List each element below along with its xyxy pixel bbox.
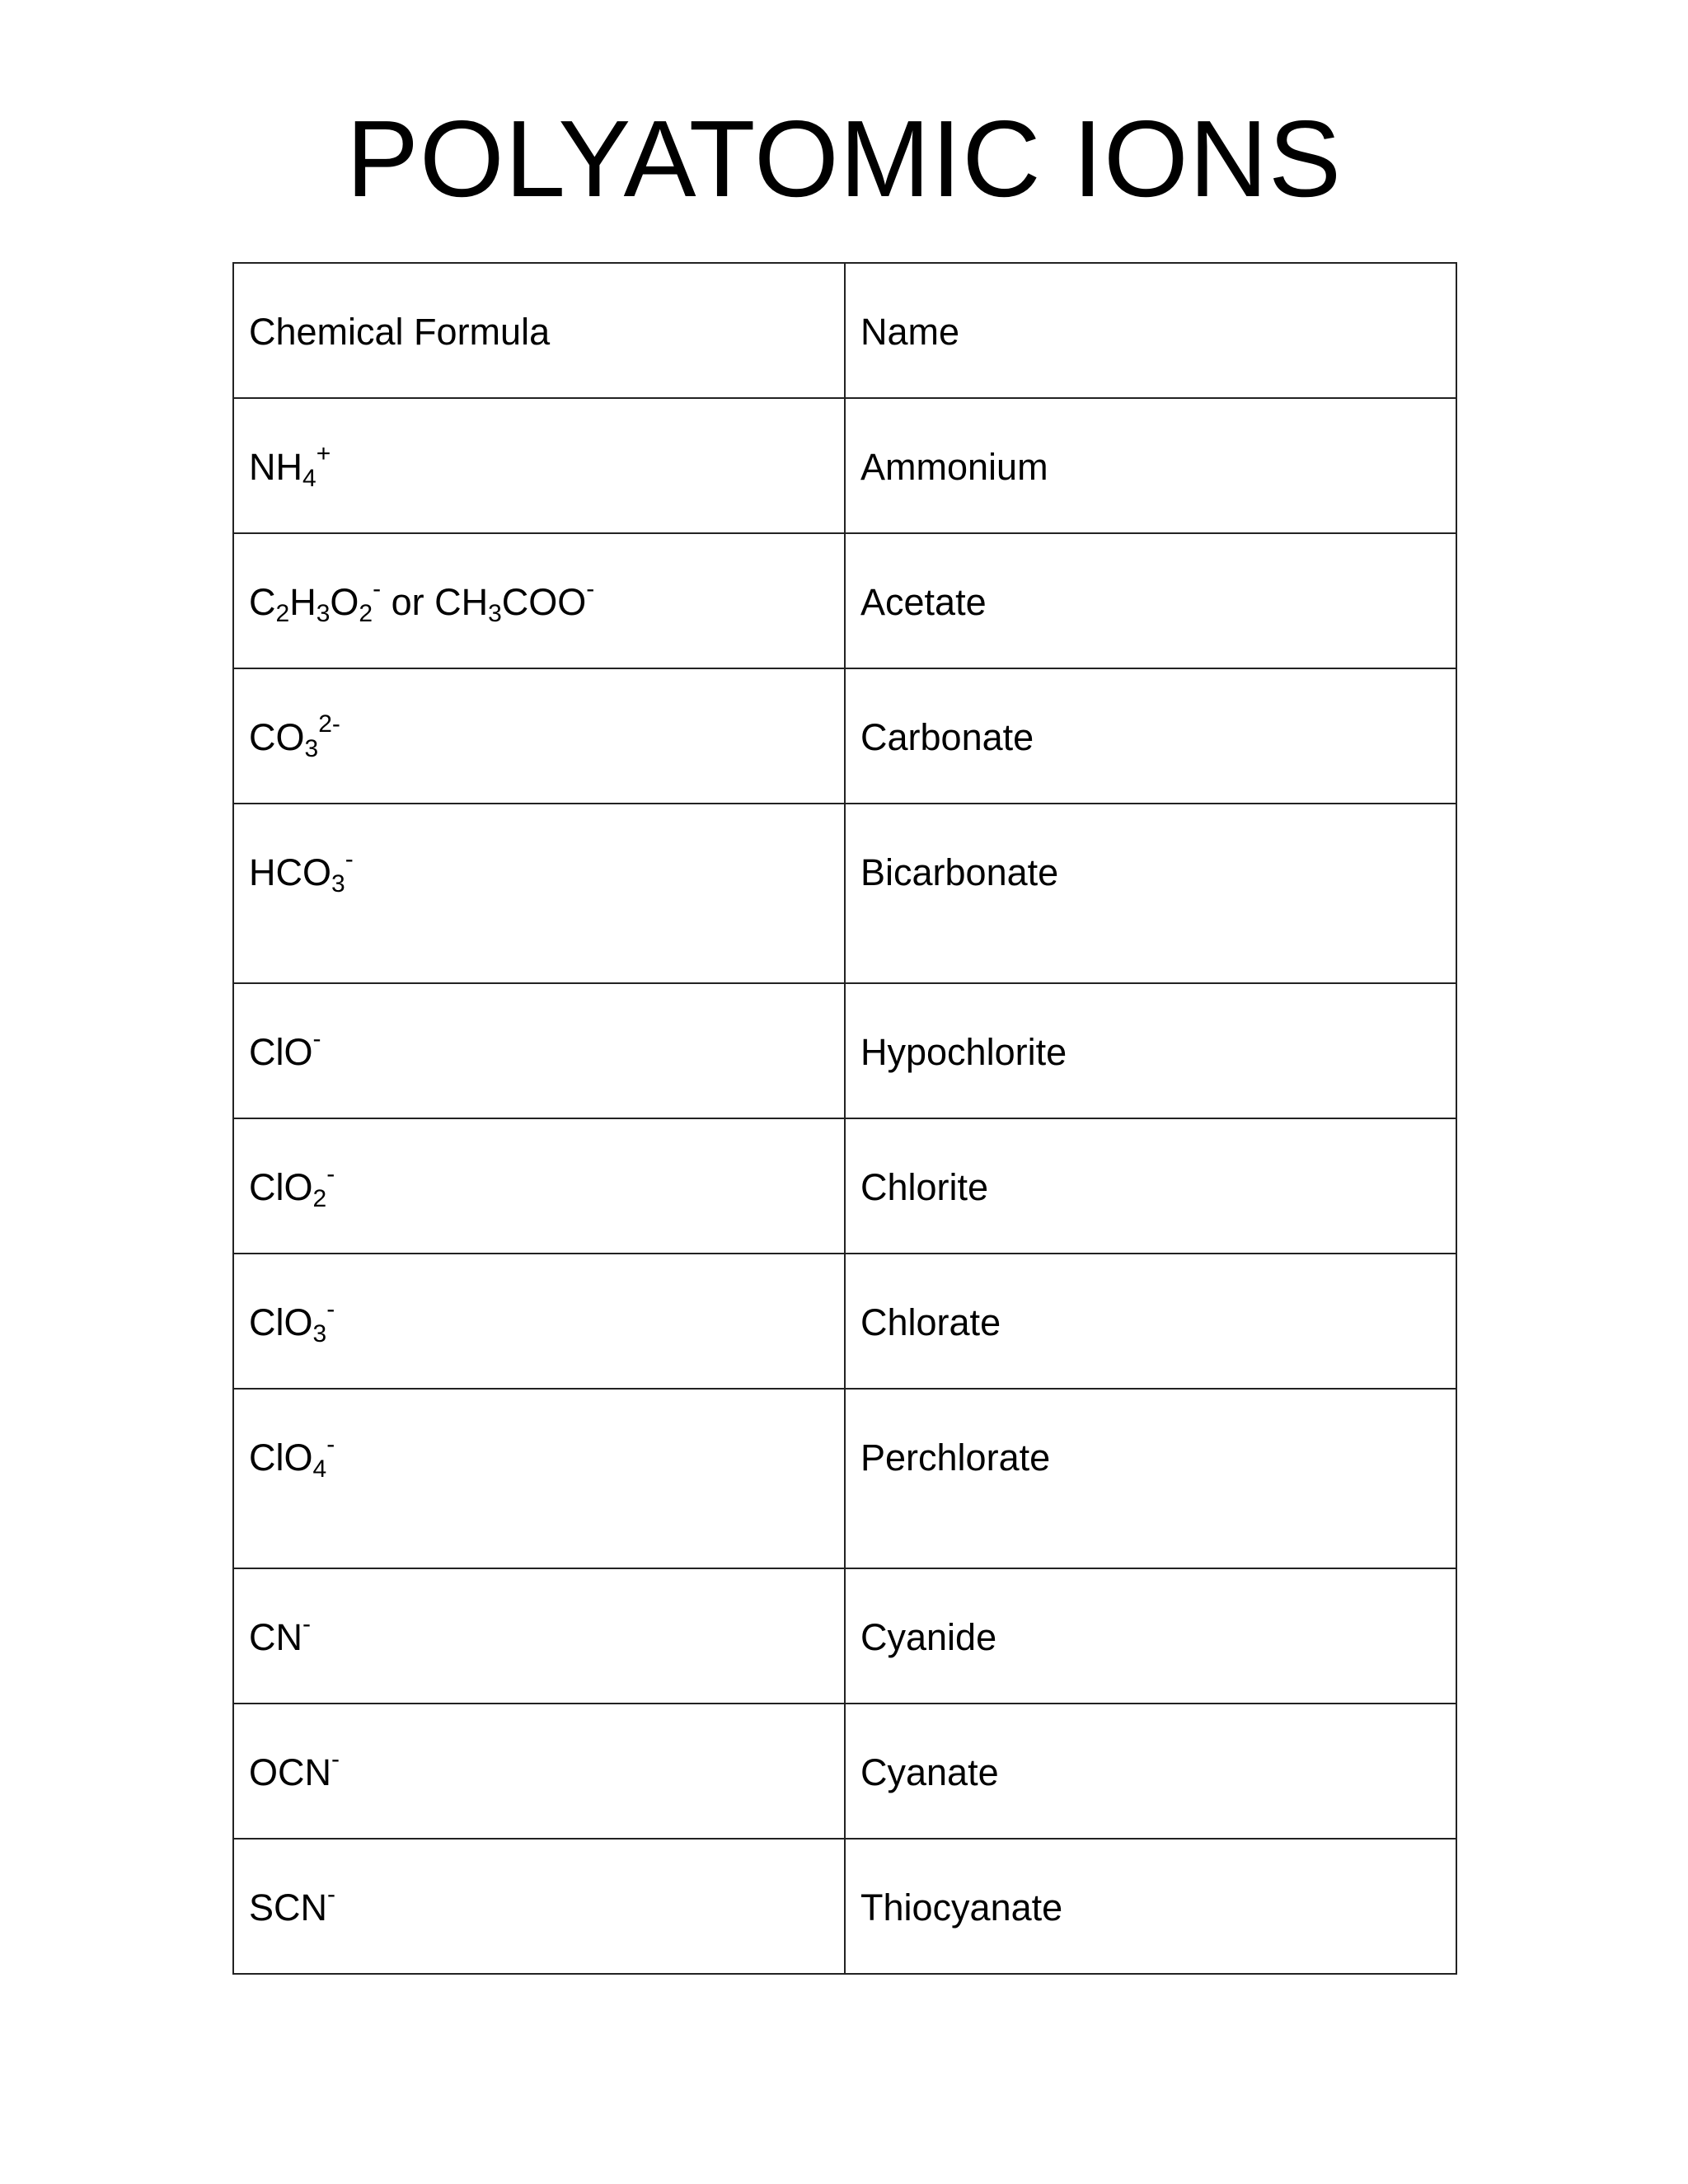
ions-table-body [233,263,1456,1974]
formula-cell: $CO_3^{2-}$ [233,668,845,804]
formula-charge: - [345,846,354,873]
formula-cell: ClO$_3$- [233,1254,845,1389]
formula-charge: - [373,575,382,602]
formula-subscript: 2 [275,600,290,627]
formula-cell: $NH_4^+$ [233,398,845,533]
formula-charge: - [331,1746,340,1773]
name-cell: Chlorate [845,1254,1456,1389]
formula-subscript: 3 [331,870,345,898]
name-cell: Cyanate [845,1704,1456,1839]
formula-subscript: 3 [304,735,319,762]
formula-subscript: 3 [488,600,502,627]
formula-cell: ClO$_2$- [233,1118,845,1254]
table-header-row [233,263,1456,398]
formula-cell: $C_2H_3O_2^-$ or $CH_3COO^-$ [233,533,845,668]
table-row [233,533,1456,668]
formula-cell: ClO- [233,983,845,1118]
formula-subscript: 3 [316,600,331,627]
formula-charge: - [302,1610,311,1638]
name-cell: Perchlorate [845,1389,1456,1568]
table-row [233,1568,1456,1704]
name-cell: Chlorite [845,1118,1456,1254]
table-row [233,668,1456,804]
formula-charge: 2- [318,710,340,738]
formula-cell: SCN- [233,1839,845,1974]
formula-subscript: 3 [312,1320,327,1347]
name-cell: Carbonate [845,668,1456,804]
ions-table [232,262,1457,1975]
formula-cell: $HCO_3^-$ [233,804,845,983]
table-row [233,1839,1456,1974]
name-cell: Hypochlorite [845,983,1456,1118]
formula-cell: ClO$_4$- [233,1389,845,1568]
formula-cell: OCN- [233,1704,845,1839]
formula-charge: + [316,440,331,467]
formula-cell: CN- [233,1568,845,1704]
table-row [233,804,1456,983]
name-cell: Ammonium [845,398,1456,533]
formula-charge: - [326,1431,335,1458]
formula-charge: - [326,1160,335,1188]
formula-subscript: 2 [312,1185,327,1212]
name-cell: Acetate [845,533,1456,668]
table-row [233,983,1456,1118]
page-title: POLYATOMIC IONS [345,98,1343,219]
formula-subscript: 4 [302,465,316,492]
formula-charge: - [326,1296,335,1323]
formula-subscript: 2 [359,600,373,627]
table-row [233,398,1456,533]
formula-subscript: 4 [312,1455,327,1483]
table-row [233,1118,1456,1254]
table-row [233,1389,1456,1568]
formula-charge: - [327,1881,336,1908]
header-name: Name [845,263,1456,398]
header-formula: Chemical Formula [233,263,845,398]
name-cell: Thiocyanate [845,1839,1456,1974]
name-cell: Bicarbonate [845,804,1456,983]
table-row [233,1704,1456,1839]
formula-charge: - [312,1025,321,1052]
table-row [233,1254,1456,1389]
formula-charge: - [586,575,595,602]
name-cell: Cyanide [845,1568,1456,1704]
